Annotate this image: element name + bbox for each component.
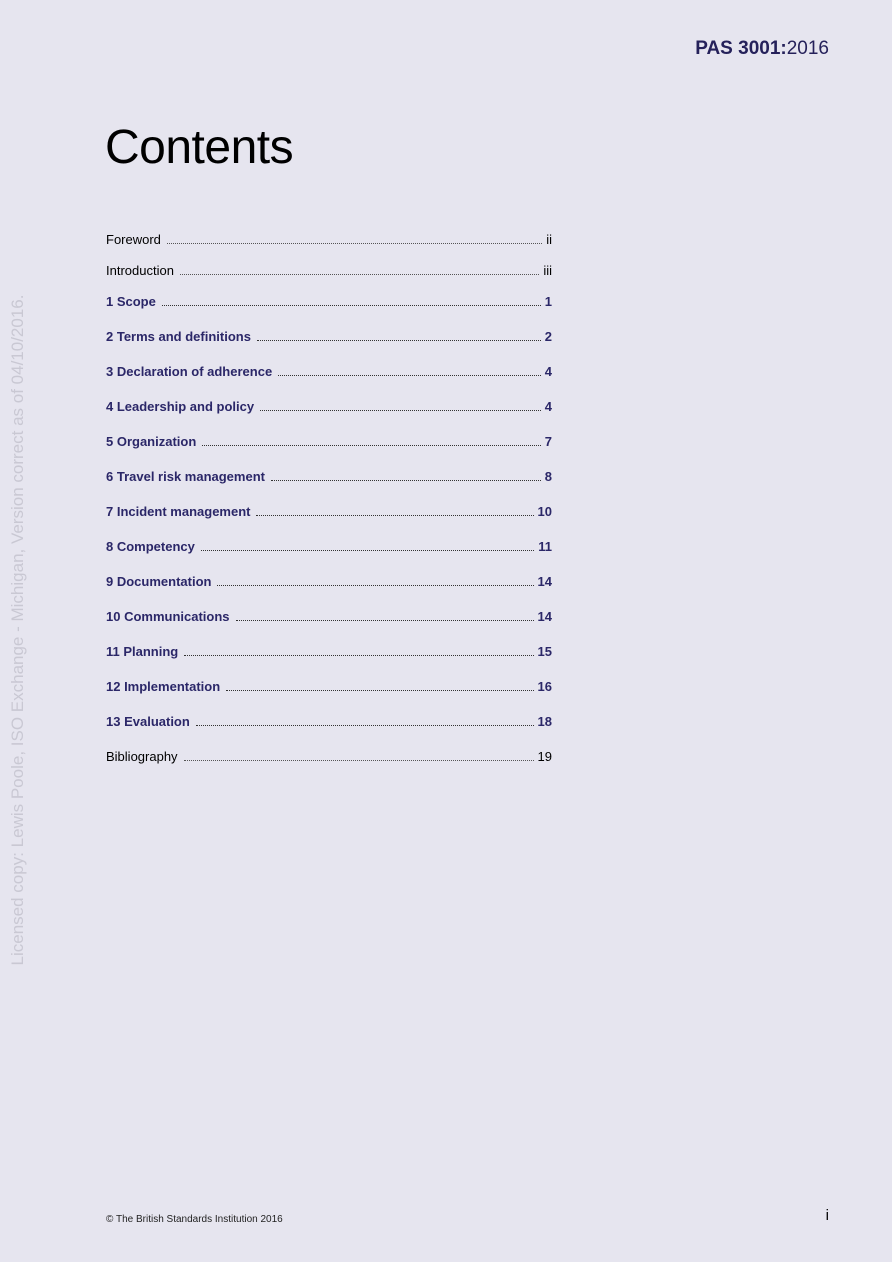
toc-entry-documentation[interactable] xyxy=(106,570,552,605)
toc-dot-leader xyxy=(236,620,534,621)
footer-page-number: i xyxy=(825,1207,829,1224)
toc-entry-planning[interactable] xyxy=(106,640,552,675)
toc-entry-foreword[interactable] xyxy=(106,228,552,259)
toc-entry-page: 7 xyxy=(544,434,552,449)
toc-entry-introduction[interactable] xyxy=(106,259,552,290)
toc-entry-label: Bibliography xyxy=(106,749,178,764)
toc-entry-terms-and-definitions[interactable] xyxy=(106,325,552,360)
toc-entry-evaluation[interactable] xyxy=(106,710,552,745)
toc-entry-organization[interactable] xyxy=(106,430,552,465)
toc-dot-leader xyxy=(167,243,542,244)
toc-dot-leader xyxy=(180,274,539,275)
toc-dot-leader xyxy=(260,410,541,411)
toc-entry-label: 9 Documentation xyxy=(106,574,212,589)
standard-number: PAS 3001: xyxy=(695,38,787,59)
toc-entry-page: 15 xyxy=(537,644,552,659)
toc-entry-page: 18 xyxy=(537,714,552,729)
toc-entry-page: 1 xyxy=(544,294,552,309)
toc-dot-leader xyxy=(196,725,534,726)
toc-entry-bibliography[interactable] xyxy=(106,745,552,780)
toc-dot-leader xyxy=(256,515,533,516)
toc-entry-label: 7 Incident management xyxy=(106,504,251,519)
page-title: Contents xyxy=(105,121,294,174)
toc-entry-competency[interactable] xyxy=(106,535,552,570)
toc-entry-page: iii xyxy=(543,263,552,278)
toc-entry-page: 4 xyxy=(544,364,552,379)
toc-entry-incident-management[interactable] xyxy=(106,500,552,535)
toc-entry-leadership-and-policy[interactable] xyxy=(106,395,552,430)
toc-dot-leader xyxy=(201,550,534,551)
toc-dot-leader xyxy=(217,585,533,586)
toc-dot-leader xyxy=(162,305,541,306)
toc-entry-declaration-of-adherence[interactable] xyxy=(106,360,552,395)
toc-entry-scope[interactable] xyxy=(106,290,552,325)
toc-dot-leader xyxy=(271,480,541,481)
toc-entry-label: 11 Planning xyxy=(106,644,179,659)
table-of-contents xyxy=(106,228,552,780)
standard-year: 2016 xyxy=(786,38,829,59)
toc-entry-label: 8 Competency xyxy=(106,539,195,554)
toc-entry-label: 4 Leadership and policy xyxy=(106,399,255,414)
toc-entry-label: 10 Communications xyxy=(106,609,230,624)
toc-entry-page: ii xyxy=(546,232,552,247)
standard-header xyxy=(695,38,829,60)
toc-entry-label: 2 Terms and definitions xyxy=(106,329,251,344)
toc-entry-page: 16 xyxy=(537,679,552,694)
toc-entry-label: 12 Implementation xyxy=(106,679,221,694)
license-watermark: Licensed copy: Lewis Poole, ISO Exchange - Michigan, Version correct as of 04/10/2016. xyxy=(8,294,27,966)
toc-entry-label: Introduction xyxy=(106,263,174,278)
toc-entry-page: 8 xyxy=(544,469,552,484)
toc-entry-page: 2 xyxy=(544,329,552,344)
toc-dot-leader xyxy=(226,690,533,691)
toc-entry-label: 5 Organization xyxy=(106,434,197,449)
toc-entry-page: 4 xyxy=(544,399,552,414)
toc-entry-page: 10 xyxy=(537,504,552,519)
toc-entry-page: 14 xyxy=(537,609,552,624)
toc-entry-label: 13 Evaluation xyxy=(106,714,190,729)
toc-dot-leader xyxy=(202,445,540,446)
toc-entry-label: 3 Declaration of adherence xyxy=(106,364,273,379)
toc-dot-leader xyxy=(257,340,541,341)
toc-dot-leader xyxy=(184,760,534,761)
toc-dot-leader xyxy=(184,655,533,656)
toc-dot-leader xyxy=(278,375,541,376)
toc-entry-label: Foreword xyxy=(106,232,161,247)
footer-copyright: © The British Standards Institution 2016 xyxy=(106,1214,283,1225)
toc-entry-page: 19 xyxy=(537,749,552,764)
toc-entry-communications[interactable] xyxy=(106,605,552,640)
toc-entry-page: 14 xyxy=(537,574,552,589)
toc-entry-page: 11 xyxy=(538,539,552,554)
toc-entry-label: 1 Scope xyxy=(106,294,156,309)
toc-entry-travel-risk-management[interactable] xyxy=(106,465,552,500)
toc-entry-label: 6 Travel risk management xyxy=(106,469,265,484)
toc-entry-implementation[interactable] xyxy=(106,675,552,710)
